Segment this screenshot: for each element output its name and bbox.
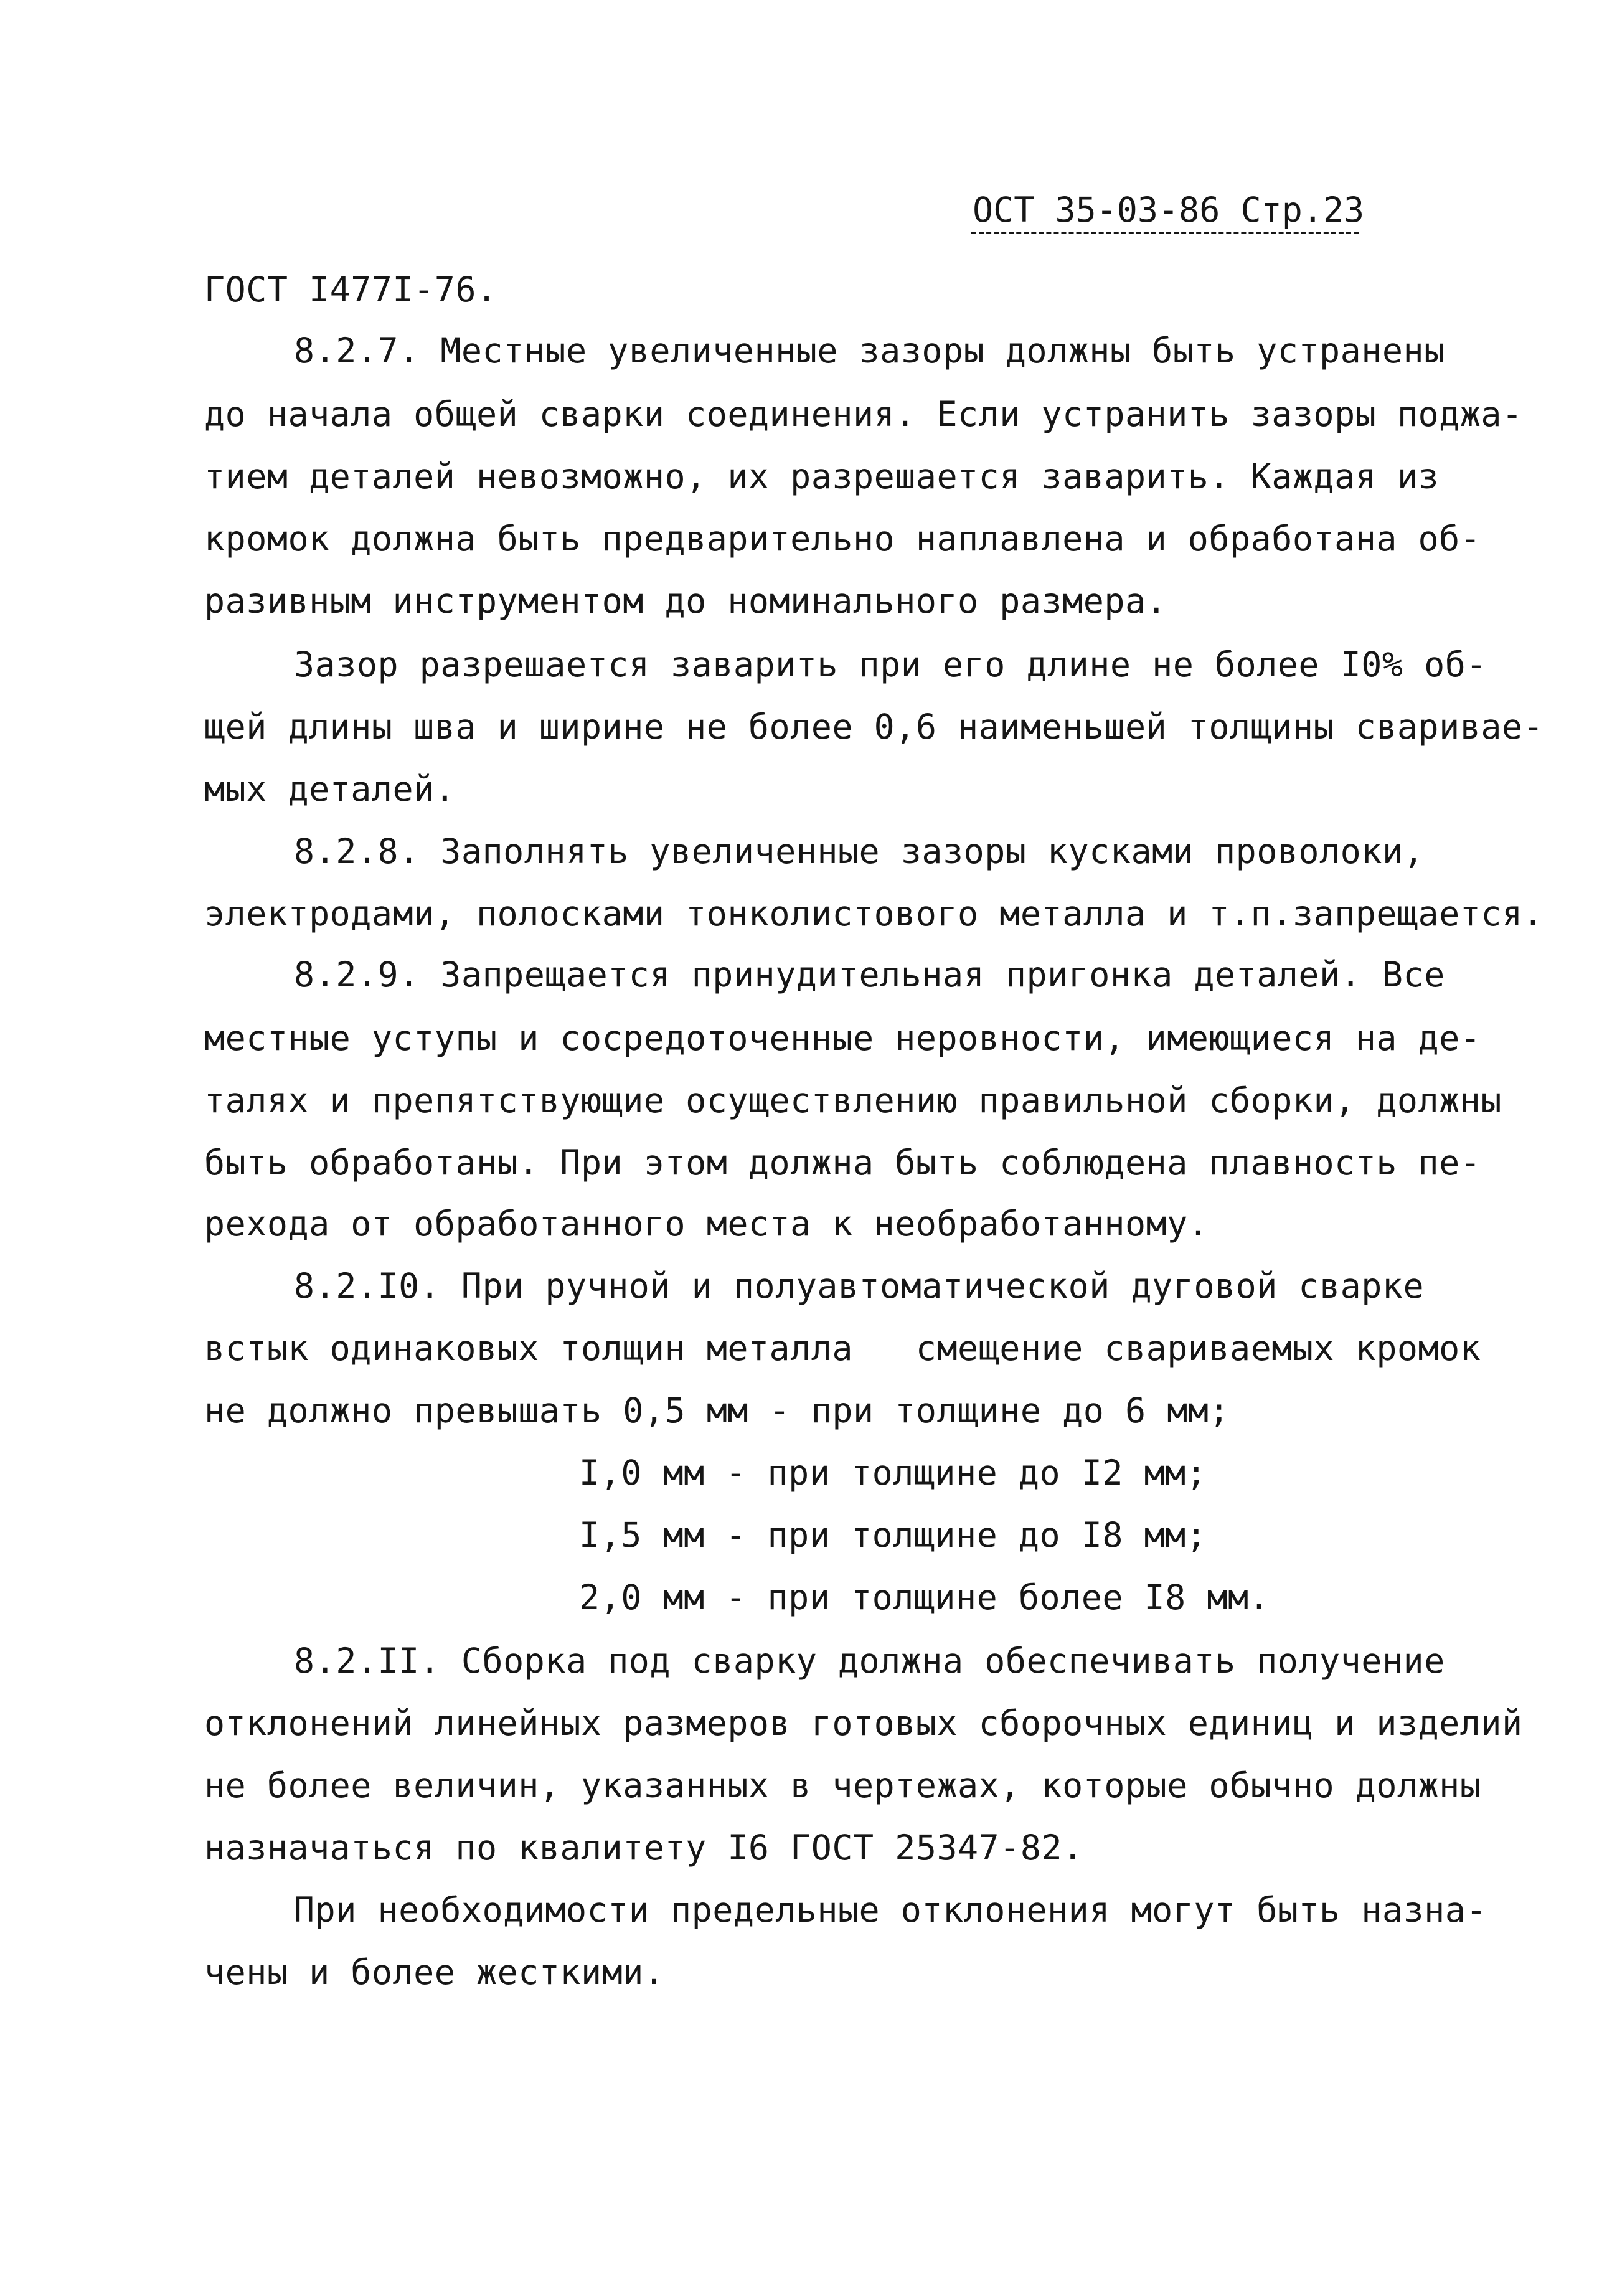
text-line: При необходимости предельные отклонения могут быть назна- — [294, 1890, 1487, 1930]
text-line: до начала общей сварки соединения. Если устранить зазоры поджа- — [204, 394, 1523, 434]
header-underline — [971, 232, 1359, 234]
page-header-doc-ref: ОСТ 35-03-86 Стр.23 — [973, 190, 1365, 230]
text-line: Зазор разрешается заварить при его длине не более I0% об- — [294, 645, 1487, 684]
text-line: местные уступы и сосредоточенные неровности, имеющиеся на де- — [204, 1018, 1481, 1058]
text-line: 8.2.II. Сборка под сварку должна обеспечивать получение — [294, 1641, 1445, 1681]
text-line: разивным инструментом до номинального размера. — [204, 581, 1167, 621]
text-line: 2,0 мм - при толщине более I8 мм. — [579, 1577, 1270, 1617]
text-line: быть обработаны. При этом должна быть соблюдена плавность пе- — [204, 1143, 1481, 1183]
text-line: электродами, полосками тонколистового металла и т.п.запрещается. — [204, 894, 1544, 933]
text-line: не более величин, указанных в чертежах, которые обычно должны — [204, 1765, 1481, 1805]
text-line: I,0 мм - при толщине до I2 мм; — [579, 1453, 1207, 1493]
text-line: мых деталей. — [204, 769, 456, 809]
text-line: тием деталей невозможно, их разрешается заварить. Каждая из — [204, 456, 1440, 496]
text-line: ГОСТ I477I-76. — [204, 270, 497, 309]
text-line: 8.2.7. Местные увеличенные зазоры должны быть устранены — [294, 331, 1445, 371]
text-line: встык одинаковых толщин металла смещение свариваемых кромок — [204, 1328, 1481, 1368]
text-line: назначаться по квалитету I6 ГОСТ 25347-82. — [204, 1828, 1083, 1868]
text-line: не должно превышать 0,5 мм - при толщине до 6 мм; — [204, 1391, 1230, 1430]
text-line: щей длины шва и ширине не более 0,6 наименьшей толщины свариваe- — [204, 707, 1544, 747]
text-line: 8.2.9. Запрещается принудительная пригонка деталей. Все — [294, 955, 1445, 994]
text-line: 8.2.I0. При ручной и полуавтоматической дуговой сварке — [294, 1266, 1425, 1306]
text-line: I,5 мм - при толщине до I8 мм; — [579, 1515, 1207, 1555]
text-line: талях и препятствующие осуществлению правильной сборки, должны — [204, 1080, 1502, 1120]
text-line: кромок должна быть предварительно наплавлена и обработана об- — [204, 519, 1481, 559]
text-line: рехода от обработанного места к необработанному. — [204, 1204, 1209, 1244]
text-line: 8.2.8. Заполнять увеличенные зазоры кусками проволоки, — [294, 831, 1425, 871]
text-line: отклонений линейных размеров готовых сборочных единиц и изделий — [204, 1703, 1523, 1743]
text-line: чены и более жесткими. — [204, 1952, 665, 1992]
